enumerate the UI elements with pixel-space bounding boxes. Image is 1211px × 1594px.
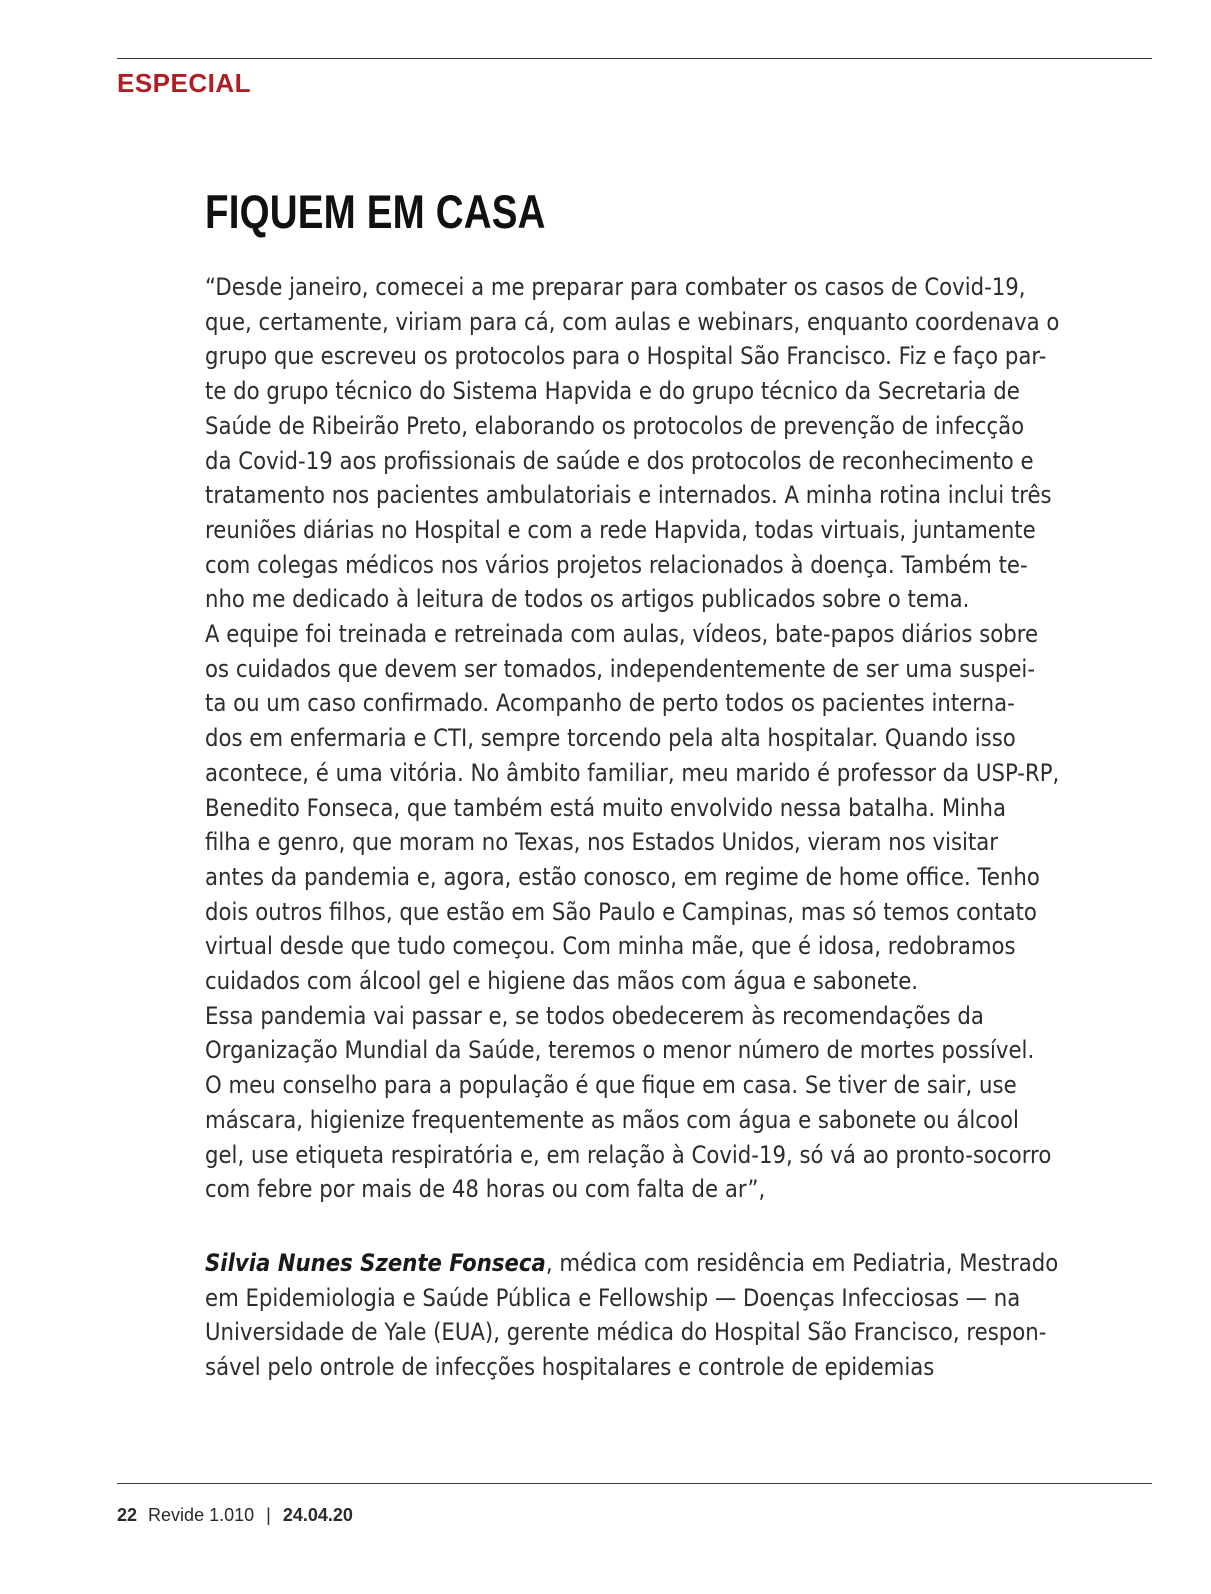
body-line: Essa pandemia vai passar e, se todos obedecerem às recomendações da: [205, 1001, 984, 1030]
body-line: gel, use etiqueta respiratória e, em relação à Covid-19, só vá ao pronto-socorro: [205, 1140, 1052, 1169]
body-line: nho me dedicado à leitura de todos os artigos publicados sobre o tema.: [205, 585, 970, 614]
body-line: máscara, higienize frequentemente as mãos com água e sabonete ou álcool: [205, 1105, 1019, 1134]
page-number: 22: [117, 1505, 138, 1525]
body-line: ta ou um caso confirmado. Acompanho de perto todos os pacientes interna-: [205, 689, 1015, 718]
body-line: com febre por mais de 48 horas ou com falta de ar”,: [205, 1175, 766, 1204]
body-line: antes da pandemia e, agora, estão conosco, em regime de home office. Tenho: [205, 862, 1040, 891]
footer-separator: |: [266, 1505, 271, 1525]
author-line: em Epidemiologia e Saúde Pública e Fellowship — Doenças Infecciosas — na: [205, 1283, 1021, 1312]
body-line: A equipe foi treinada e retreinada com aulas, vídeos, bate-papos diários sobre: [205, 620, 1039, 649]
article-body: [205, 270, 1075, 1207]
body-line: “Desde janeiro, comecei a me preparar para combater os casos de Covid-19,: [205, 273, 1026, 301]
footer-rule: [117, 1483, 1152, 1484]
article-title: FIQUEM EM CASA: [205, 185, 546, 238]
body-line: tratamento nos pacientes ambulatoriais e internados. A minha rotina inclui três: [205, 481, 1052, 510]
body-line: O meu conselho para a população é que fique em casa. Se tiver de sair, use: [205, 1071, 1017, 1100]
body-line: que, certamente, viriam para cá, com aulas e webinars, enquanto coordenava o: [205, 307, 1060, 336]
body-line: os cuidados que devem ser tomados, independentemente de ser uma suspei-: [205, 654, 1035, 683]
body-line: te do grupo técnico do Sistema Hapvida e do grupo técnico da Secretaria de: [205, 377, 1020, 406]
author-name: Silvia Nunes Szente Fonseca: [205, 1249, 546, 1277]
page-footer: [117, 1505, 353, 1526]
section-label: ESPECIAL: [117, 68, 252, 98]
body-line: dois outros filhos, que estão em São Paulo e Campinas, mas só temos contato: [205, 897, 1037, 926]
issue-date: 24.04.20: [282, 1505, 353, 1525]
header-rule: [117, 58, 1152, 59]
body-line: com colegas médicos nos vários projetos relacionados à doença. Também te-: [205, 550, 1028, 579]
magazine-issue: Revide 1.010: [148, 1505, 255, 1525]
body-line: Benedito Fonseca, que também está muito envolvido nessa batalha. Minha: [205, 793, 1007, 822]
body-line: dos em enfermaria e CTI, sempre torcendo pela alta hospitalar. Quando isso: [205, 724, 1016, 753]
body-line: virtual desde que tudo começou. Com minha mãe, que é idosa, redobramos: [205, 932, 1016, 961]
body-line: Saúde de Ribeirão Preto, elaborando os protocolos de prevenção de infecção: [205, 411, 1025, 440]
author-line: [205, 1246, 1059, 1281]
body-line: grupo que escreveu os protocolos para o Hospital São Francisco. Fiz e faço par-: [205, 342, 1047, 371]
body-line: cuidados com álcool gel e higiene das mãos com água e sabonete.: [205, 967, 919, 996]
author-line: sável pelo ontrole de infecções hospitalares e controle de epidemias: [205, 1353, 935, 1382]
author-description-start: , médica com residência em Pediatria, Mestrado: [545, 1249, 1059, 1277]
author-credit: [205, 1246, 1075, 1385]
body-line: acontece, é uma vitória. No âmbito familiar, meu marido é professor da USP-RP,: [205, 758, 1060, 787]
body-line: filha e genro, que moram no Texas, nos Estados Unidos, vieram nos visitar: [205, 828, 999, 857]
author-line: Universidade de Yale (EUA), gerente médica do Hospital São Francisco, respon-: [205, 1318, 1047, 1347]
body-line: da Covid-19 aos profissionais de saúde e dos protocolos de reconhecimento e: [205, 446, 1034, 475]
body-line: Organização Mundial da Saúde, teremos o menor número de mortes possível.: [205, 1036, 1035, 1065]
body-line: reuniões diárias no Hospital e com a rede Hapvida, todas virtuais, juntamente: [205, 515, 1036, 544]
